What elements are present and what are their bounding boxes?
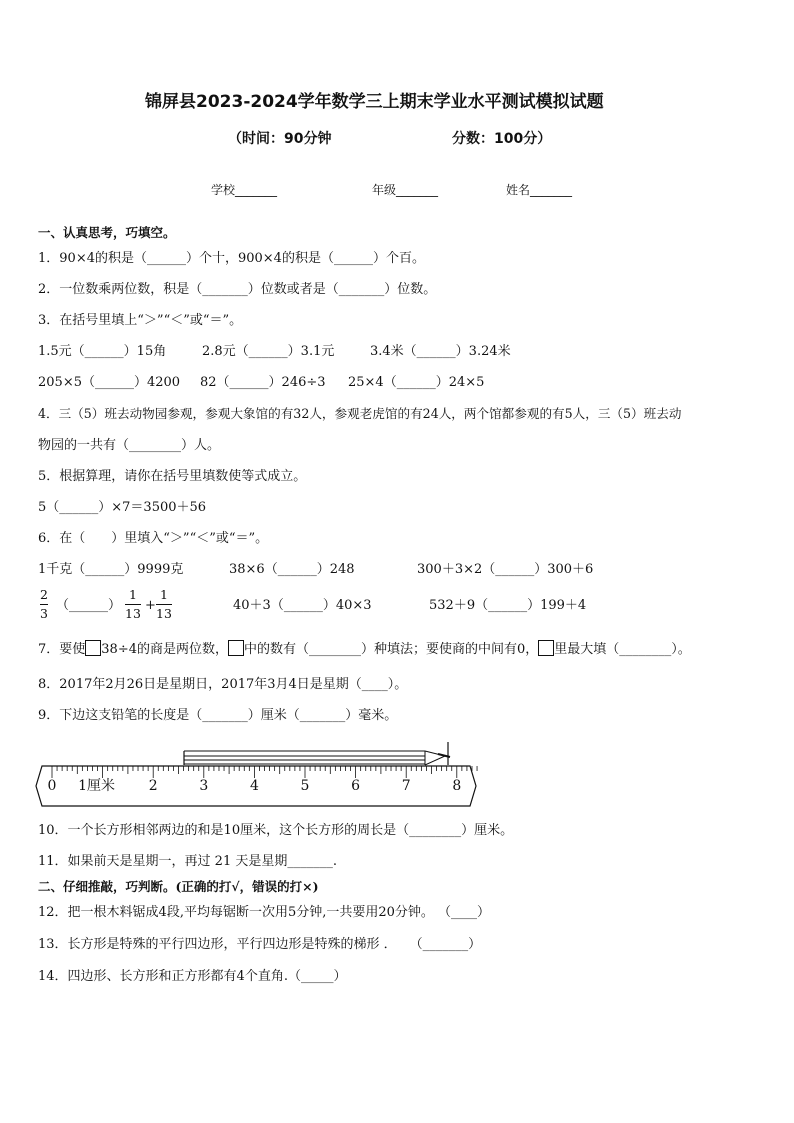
question-10: 10．一个长方形相邻两边的和是10厘米，这个长方形的周长是（________）厘米。	[38, 823, 514, 838]
q3-item: 25×4（______）24×5	[348, 375, 485, 390]
pencil-icon	[184, 742, 450, 765]
q6-item: 1千克（______）9999克	[38, 562, 184, 577]
fraction-numerator: 1	[159, 587, 168, 602]
plus-sign: +	[145, 598, 156, 613]
grade-field[interactable]: 年级_______	[372, 183, 439, 197]
question-11: 11．如果前天是星期一，再过 21 天是星期_______.	[38, 854, 337, 869]
q6-item: 532＋9（______）199＋4	[429, 598, 587, 613]
section-2-heading: 二、仔细推敲，巧判断。(正确的打√，错误的打×)	[38, 879, 319, 894]
q5-equation: 5（______）×7＝3500＋56	[38, 500, 207, 515]
question-9: 9．下边这支铅笔的长度是（_______）厘米（_______）毫米。	[38, 708, 398, 723]
q3-item: 2.8元（______）3.1元	[202, 344, 335, 359]
fraction-1-13	[125, 588, 141, 621]
ruler-label: 0	[47, 778, 57, 794]
ruler-label: 6	[351, 778, 361, 794]
ruler-label: 8	[452, 778, 462, 794]
fraction-numerator: 2	[40, 587, 48, 602]
fraction-denominator: 13	[156, 606, 172, 621]
question-6: 6．在（ ）里填入“＞”“＜”或“＝”。	[38, 531, 269, 546]
q7-text: 中的数有（________）种填法；要使商的中间有0，	[244, 642, 539, 657]
ruler-figure	[30, 738, 490, 810]
question-12: 12．把一根木料锯成4段,平均每锯断一次用5分钟,一共要用20分钟。 （____）	[38, 905, 491, 920]
ruler-label: 2	[148, 778, 158, 794]
question-4-line-1: 4．三（5）班去动物园参观，参观大象馆的有32人，参观老虎馆的有24人，两个馆都参观的有5人，三（5）班去动	[38, 406, 682, 421]
question-13: 13．长方形是特殊的平行四边形，平行四边形是特殊的梯形 ． （_______）	[38, 937, 482, 952]
question-8: 8．2017年2月26日是星期日，2017年3月4日是星期（____）。	[38, 677, 408, 692]
fraction-denominator: 3	[40, 606, 48, 621]
question-1: 1．90×4的积是（______）个十，900×4的积是（______）个百。	[38, 251, 425, 266]
fraction-bar	[40, 604, 48, 605]
fraction-bar	[125, 604, 141, 605]
blank-box-icon	[538, 640, 554, 656]
question-4-line-2: 物园的一共有（________）人。	[38, 438, 221, 453]
fraction-1-13	[156, 588, 172, 621]
q6-blank: （______）	[56, 598, 122, 613]
q7-text: 里最大填（________）。	[554, 642, 691, 657]
ruler-label: 7	[401, 778, 411, 794]
question-14: 14．四边形、长方形和正方形都有4个直角.（_____）	[38, 969, 347, 984]
q6-item: 38×6（______）248	[229, 562, 355, 577]
fraction-denominator: 13	[125, 606, 141, 621]
exam-time: （时间：90分钟	[228, 131, 332, 147]
exam-score: 分数：100分）	[452, 131, 552, 147]
blank-box-icon	[228, 640, 244, 656]
question-7	[38, 640, 691, 658]
fraction-numerator: 1	[128, 587, 137, 602]
ruler-label: 5	[300, 778, 310, 794]
q3-item: 205×5（______）4200	[38, 375, 181, 390]
q3-item: 3.4米（______）3.24米	[370, 344, 511, 359]
ruler-label: 1厘米	[78, 778, 116, 794]
section-1-heading: 一、认真思考，巧填空。	[38, 225, 176, 240]
ruler-label: 4	[249, 778, 259, 794]
question-5: 5．根据算理，请你在括号里填数使等式成立。	[38, 469, 307, 484]
blank-box-icon	[85, 640, 101, 656]
question-2: 2．一位数乘两位数，积是（_______）位数或者是（_______）位数。	[38, 282, 437, 297]
q7-text: 7．要使	[38, 642, 86, 657]
fraction-bar	[156, 604, 172, 605]
q6-item: 300＋3×2（______）300＋6	[417, 562, 594, 577]
ruler-label: 3	[199, 778, 209, 794]
fraction-2-3	[40, 588, 48, 621]
q3-item: 82（______）246÷3	[200, 375, 326, 390]
name-field[interactable]: 姓名_______	[506, 183, 573, 197]
q3-item: 1.5元（______）15角	[38, 344, 167, 359]
school-field[interactable]: 学校_______	[211, 183, 278, 197]
page-title: 锦屏县2023-2024学年数学三上期末学业水平测试模拟试题	[145, 92, 604, 112]
question-3: 3．在括号里填上“＞”“＜”或“＝”。	[38, 313, 243, 328]
q7-text: 38÷4的商是两位数，	[101, 642, 228, 657]
q6-item: 40＋3（______）40×3	[233, 598, 372, 613]
